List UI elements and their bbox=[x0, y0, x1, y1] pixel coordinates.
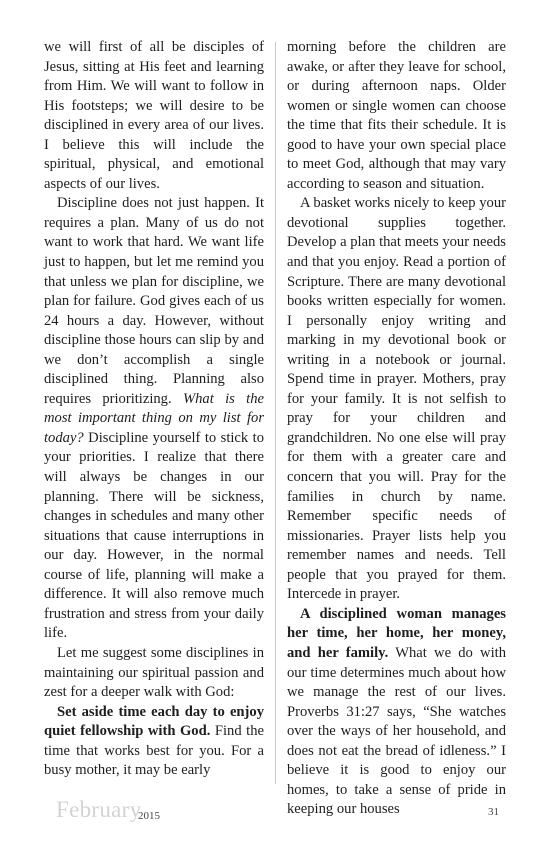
paragraph bbox=[44, 703, 264, 781]
left-column bbox=[44, 38, 264, 781]
paragraph bbox=[287, 605, 506, 820]
paragraph: Let me suggest some disciplines in maintaining our spiritual passion and zest for a deeper walk with God: bbox=[44, 644, 264, 701]
footer-year: 2015 bbox=[138, 810, 160, 822]
paragraph: morning before the children are awake, or after they leave for school, or during afternoon naps. Older women or single women can choose the time that fits their schedule. It is good to have your own special place to meet God, although that may vary according to season and situation. bbox=[287, 39, 506, 192]
right-column bbox=[287, 38, 506, 820]
paragraph-text: What we do with our time determines much about how we manage the rest of our lives. Proverbs 31:27 says, “She watches over the ways of her household, and does not eat the bread of idleness.” I believe it is good to enjoy our homes, to take a sense of pride in keeping our houses bbox=[287, 644, 506, 818]
paragraph-text: Find the time that works best for you. For a busy mother, it may be early bbox=[44, 723, 264, 779]
bold-heading: A disciplined woman manages her time, her home, her money, and her family. bbox=[287, 605, 506, 661]
paragraph-text: Discipline yourself to stick to your priorities. I realize that there will always be changes in our planning. There will be sickness, changes in schedules and many other situations that cause interruptions in our day. However, in the normal course of life, planning will make a difference. It will also remove much frustration and stress from your daily life. bbox=[44, 429, 264, 642]
italic-question: What is the most important thing on my list for today? bbox=[44, 390, 264, 446]
paragraph: A basket works nicely to keep your devotional supplies together. Develop a plan that meets your needs and that you enjoy. Read a portion of Scripture. There are many devotional books written especially for women. I personally enjoy writing and marking in my devotional book or writing in a notebook or journal. Spend time in prayer. Mothers, pray for your family. It is not selfish to pray for your children and grandchildren. No one else will pray for them with a greater care and concern that you will. Pray for the families in church by name. Remember specific needs of missionaries. Prayer lists help you remember names and needs. Tell people that you prayed for them. Intercede in prayer. bbox=[287, 195, 506, 603]
column-divider bbox=[275, 42, 276, 784]
page-number: 31 bbox=[488, 806, 499, 818]
footer-month: February bbox=[56, 797, 142, 822]
paragraph: we will first of all be disciples of Jesus, sitting at His feet and learning from Him. We will want to follow in His footsteps; we will desire to be disciplined in every area of our lives. I believe this will include the spiritual, physical, and emotional aspects of our lives. bbox=[44, 39, 264, 192]
paragraph-text: Discipline does not just happen. It requires a plan. Many of us do not want to work that hard. We want life just to happen, but let me remind you that unless we plan for discipline, we plan for failure. God gives each of us 24 hours a day. However, without discipline those hours can slip by and we don’t accomplish a single disciplined thing. Planning also requires prioritizing. bbox=[44, 195, 264, 407]
bold-heading: Set aside time each day to enjoy quiet fellowship with God. bbox=[44, 703, 264, 740]
paragraph bbox=[44, 194, 264, 644]
